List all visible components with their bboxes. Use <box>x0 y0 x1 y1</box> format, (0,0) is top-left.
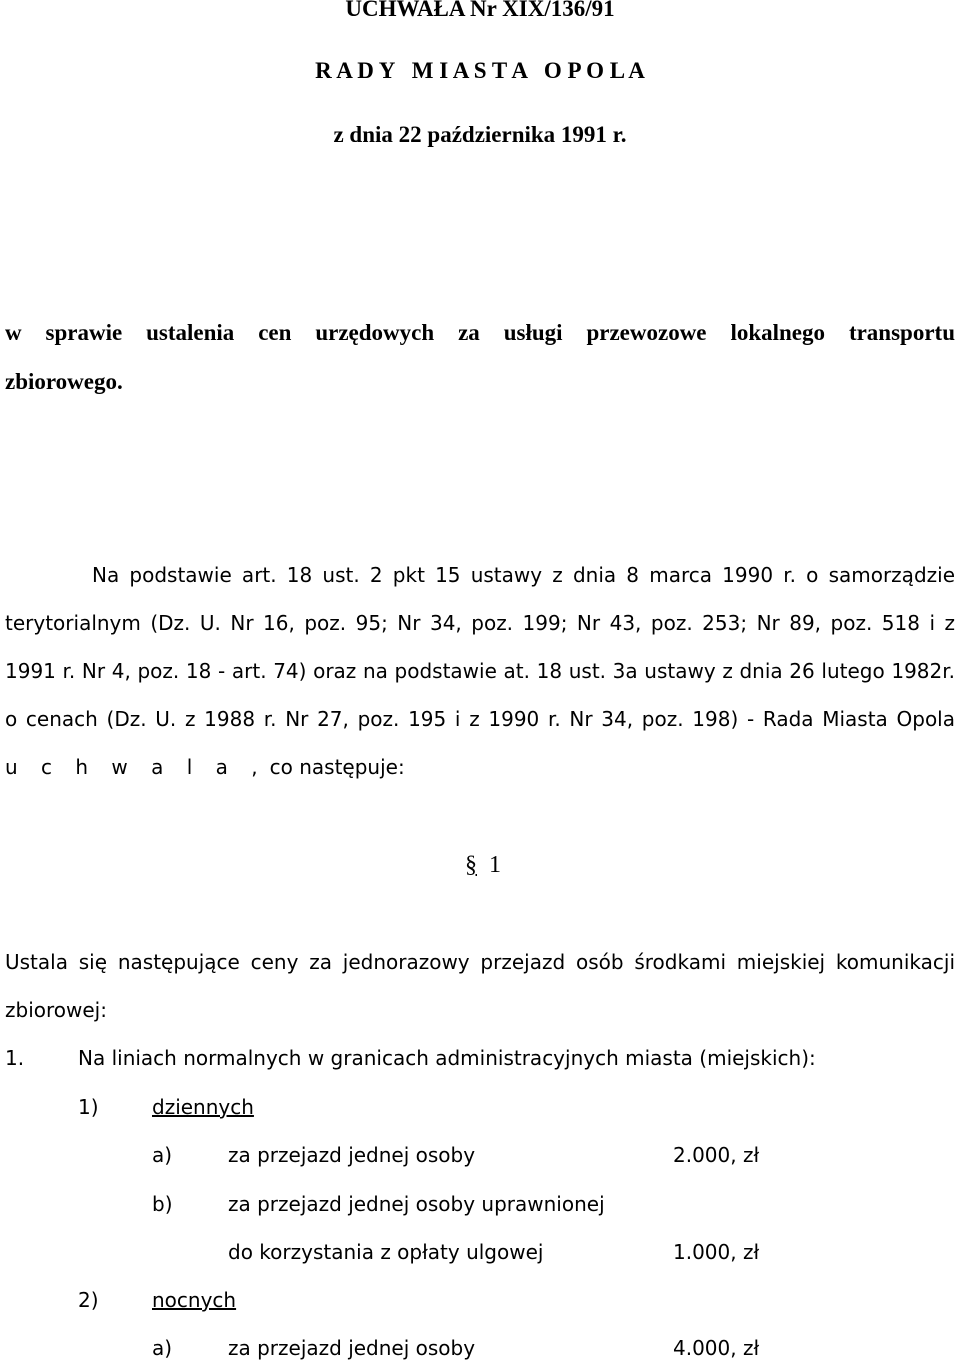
sub-1-b-letter: b) <box>152 1192 173 1216</box>
council-name: R A D Y M I A S T A O P O L A <box>315 58 645 83</box>
preamble-line-3: 1991 r. Nr 4, poz. 18 - art. 74) oraz na podstawie at. 18 ust. 3a ustawy z dnia 26 lutego 1982r. <box>5 659 955 683</box>
preamble-line-2: terytorialnym (Dz. U. Nr 16, poz. 95; Nr 34, poz. 199; Nr 43, poz. 253; Nr 89, poz. 518 i z <box>5 611 955 635</box>
sub-1-b-text-1: za przejazd jednej osoby uprawnionej <box>228 1192 605 1216</box>
subject-line-2: zbiorowego. <box>5 369 123 394</box>
preamble-line-1: Na podstawie art. 18 ust. 2 pkt 15 ustawy z dnia 8 marca 1990 r. o samorządzie <box>92 563 955 587</box>
document-date: z dnia 22 października 1991 r. <box>333 122 627 147</box>
sub-2-a-letter: a) <box>152 1336 173 1360</box>
section-heading <box>465 852 501 879</box>
preamble-line-4: o cenach (Dz. U. z 1988 r. Nr 27, poz. 195 i z 1990 r. Nr 34, poz. 198) - Rada Miasta Opola <box>5 707 955 731</box>
section-symbol: § <box>465 852 477 878</box>
sub-2-a-price: 4.000, zł <box>673 1336 760 1360</box>
item-1-text: Na liniach normalnych w granicach administracyjnych miasta (miejskich): <box>78 1046 816 1070</box>
section-number: 1 <box>489 852 501 878</box>
sub-1-b-price: 1.000, zł <box>673 1240 760 1264</box>
resolves-spaced: u c h w a l a , <box>5 755 265 779</box>
section-intro-line-1: Ustala się następujące ceny za jednorazowy przejazd osób środkami miejskiej komunikacji <box>5 950 955 974</box>
subject-line-1: w sprawie ustalenia cen urzędowych za usługi przewozowe lokalnego transportu <box>5 320 955 345</box>
sub-1-a-letter: a) <box>152 1143 173 1167</box>
sub-1-b-text-2: do korzystania z opłaty ulgowej <box>228 1240 544 1264</box>
sub-1-a-text: za przejazd jednej osoby <box>228 1143 476 1167</box>
resolves-line <box>5 755 405 780</box>
sub-2-number: 2) <box>78 1288 99 1312</box>
resolves-rest: co następuje: <box>269 755 405 779</box>
document-title: UCHWAŁA Nr XIX/136/91 <box>345 0 615 21</box>
sub-2-label: nocnych <box>152 1288 237 1312</box>
section-intro-line-2: zbiorowej: <box>5 998 107 1022</box>
sub-1-a-price: 2.000, zł <box>673 1143 760 1167</box>
sub-2-a-text: za przejazd jednej osoby <box>228 1336 476 1360</box>
item-1-number: 1. <box>5 1046 25 1070</box>
sub-1-label: dziennych <box>152 1095 254 1119</box>
sub-1-number: 1) <box>78 1095 99 1119</box>
